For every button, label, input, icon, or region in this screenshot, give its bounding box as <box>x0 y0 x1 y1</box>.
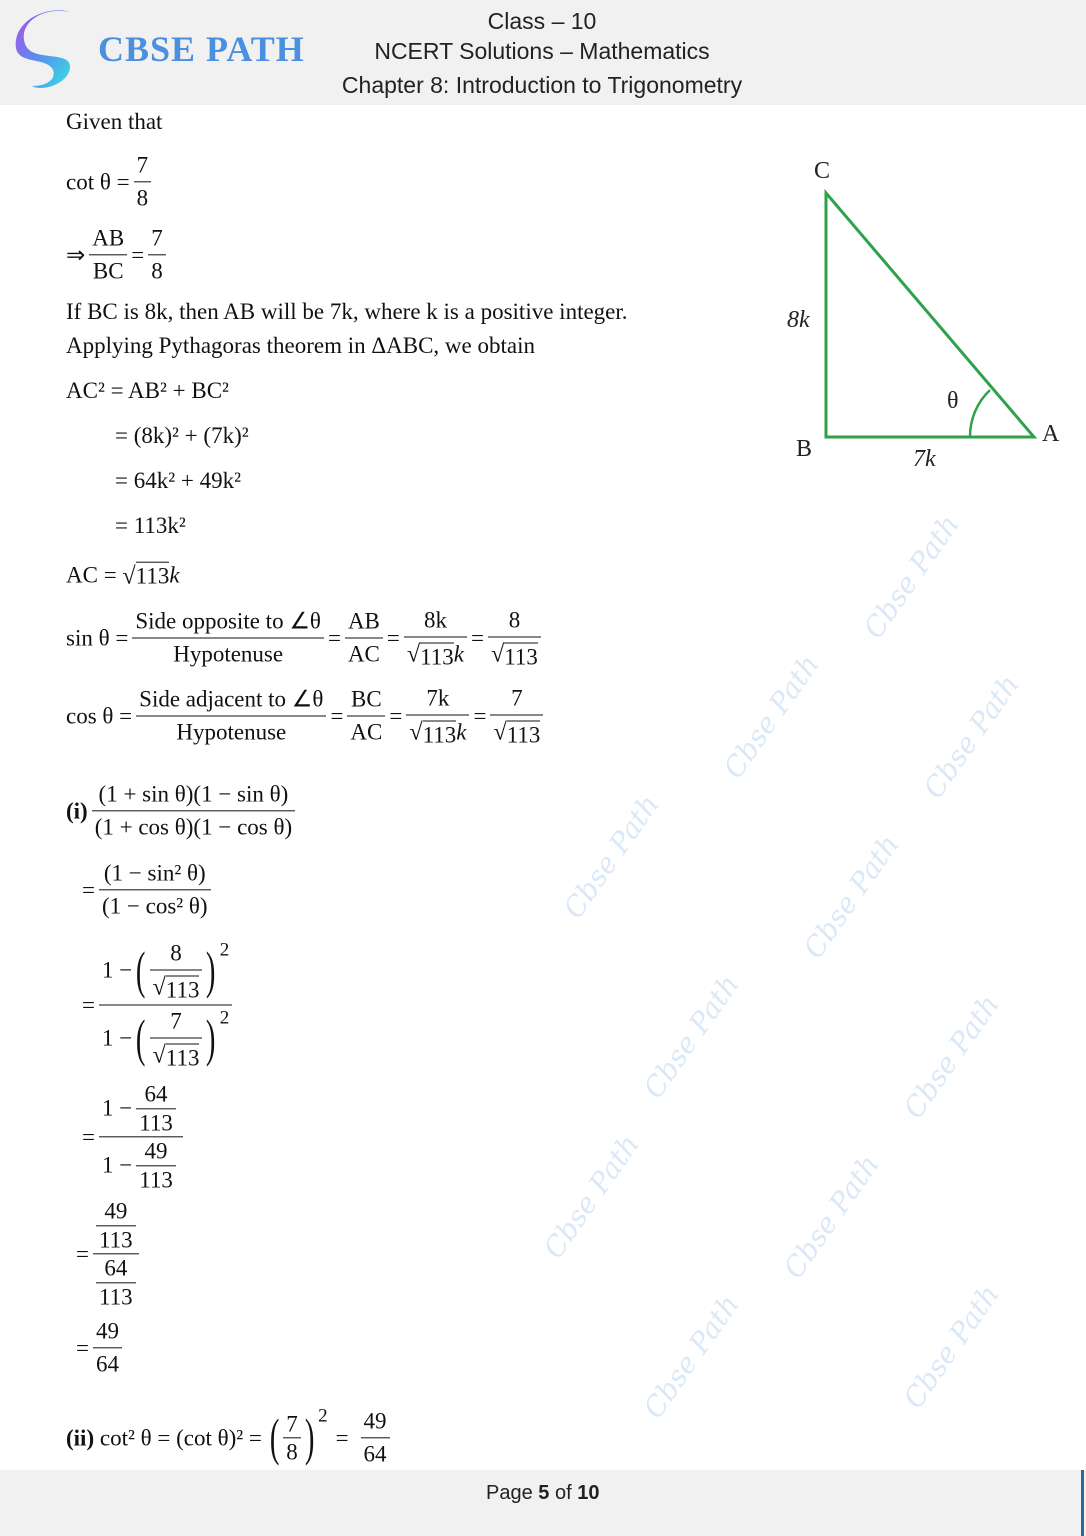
part-i-step-4 <box>76 1197 143 1310</box>
sqrt: √ 113 <box>122 562 170 590</box>
fraction <box>345 605 383 670</box>
ac-lhs: AC = <box>66 563 117 588</box>
denominator: Hypotenuse <box>136 716 326 749</box>
denominator: 64 <box>361 1438 390 1471</box>
numerator: 49 <box>144 1138 168 1164</box>
fraction <box>347 683 385 748</box>
cot-lhs: cot θ = <box>66 169 130 194</box>
numerator <box>93 1197 139 1253</box>
fraction <box>406 683 469 750</box>
part-ii-label: (ii) <box>66 1425 95 1450</box>
fraction <box>488 605 541 672</box>
para-bc-8k: If BC is 8k, then AB will be 7k, where k is a positive integer. <box>66 299 628 324</box>
cos-lhs: cos θ = <box>66 703 133 728</box>
denominator: Hypotenuse <box>132 638 324 671</box>
exponent: 2 <box>219 939 230 961</box>
footer-accent-bar <box>1081 1470 1084 1536</box>
equals: = <box>76 1335 89 1360</box>
denominator: AC <box>347 716 385 749</box>
exponent: 2 <box>219 1007 230 1029</box>
numerator: 64 <box>144 1081 168 1107</box>
eq-step-3: = 113k² <box>115 513 186 538</box>
k-var: k <box>453 641 464 667</box>
part-i-label: (i) <box>66 798 88 823</box>
equals: = <box>389 703 403 728</box>
eq-ab-bc <box>66 222 170 287</box>
radicand: 113 <box>420 644 454 670</box>
numerator: 49 <box>104 1198 128 1224</box>
subject-title: NCERT Solutions – Mathematics <box>374 38 710 64</box>
numerator: Side adjacent to ∠θ <box>139 686 324 712</box>
eq-cos <box>66 683 547 750</box>
denominator: 64 <box>93 1348 122 1381</box>
denominator: 113 <box>136 1165 176 1194</box>
para-pythagoras: Applying Pythagoras theorem in ΔABC, we obtain <box>66 333 535 358</box>
fraction <box>99 938 232 1073</box>
chapter-title: Chapter 8: Introduction to Trigonometry <box>341 72 743 98</box>
watermark: Cbse Path <box>536 1128 646 1265</box>
watermark: Cbse Path <box>716 648 826 785</box>
numerator: 8k <box>423 607 447 633</box>
radicand: 113 <box>504 644 538 670</box>
fraction <box>490 683 543 750</box>
current-page: 5 <box>538 1482 550 1504</box>
part-i-expression <box>66 778 299 843</box>
numerator: 7 <box>511 685 523 711</box>
sin-lhs: sin θ = <box>66 625 129 650</box>
equals: = <box>386 625 400 650</box>
vertex-b-label: B <box>796 436 813 462</box>
numerator: 7 <box>286 1410 298 1436</box>
denominator: √ 113 <box>490 715 543 750</box>
part-i-step-2 <box>82 938 236 1073</box>
denominator: (1 + cos θ)(1 − cos θ) <box>92 811 295 844</box>
fraction <box>99 857 211 922</box>
equals: = <box>82 877 95 902</box>
fraction <box>93 1197 139 1310</box>
part-ii-expression: (ii) cot² θ = (cot θ)² = ( $\frac{7}{8}$ ) $^2$ = $\frac{49}{64}$ <box>66 1405 394 1470</box>
implies-symbol: ⇒ <box>66 242 86 267</box>
equals: = <box>131 242 145 267</box>
numerator: (1 − sin² θ) <box>103 860 206 886</box>
page-header <box>0 0 1086 105</box>
denominator: √ 113 k <box>404 637 467 672</box>
k-var: k <box>456 719 467 745</box>
eq-ac <box>66 562 180 591</box>
radicand: 113 <box>165 1045 200 1071</box>
part-i-step-1 <box>82 857 215 922</box>
k-var: k <box>169 563 180 588</box>
side-bc-label: 8k <box>787 307 810 333</box>
numerator: 64 <box>104 1255 128 1281</box>
denominator: 113 <box>96 1282 136 1311</box>
vertex-c-label: C <box>814 158 831 184</box>
watermark: Cbse Path <box>636 1288 746 1425</box>
numerator: 7k <box>426 685 450 711</box>
equals: = <box>82 992 95 1017</box>
denominator: (1 − cos² θ) <box>99 890 211 923</box>
denominator: 113 <box>136 1108 176 1137</box>
equals: = <box>335 1425 349 1450</box>
watermark: Cbse Path <box>776 1148 886 1285</box>
fraction <box>136 683 326 748</box>
cbse-path-logo-icon <box>12 6 88 96</box>
fraction <box>132 605 324 670</box>
numerator: 49 <box>95 1318 119 1344</box>
denominator: 113 <box>96 1225 136 1254</box>
fraction <box>99 1080 183 1193</box>
eq-sin <box>66 605 545 672</box>
denominator: 1 − ( 7 √ 113 ) $^2$ <box>99 1005 232 1073</box>
numerator: 7 <box>151 225 163 251</box>
watermark: Cbse Path <box>896 988 1006 1125</box>
eq-cot <box>66 149 155 214</box>
one-minus: 1 − <box>101 1152 133 1178</box>
exponent: 2 <box>318 1405 328 1427</box>
numerator: Side opposite to ∠θ <box>135 608 321 634</box>
total-pages: 10 <box>577 1482 600 1504</box>
logo-text: CBSE PATH <box>98 29 305 69</box>
fraction <box>92 778 295 843</box>
equals: = <box>473 703 487 728</box>
page-footer <box>0 1470 1086 1536</box>
given-text: Given that <box>66 109 163 134</box>
numerator: 8 <box>508 607 521 633</box>
part-ii-lhs: cot² θ = (cot θ)² = <box>99 1425 262 1450</box>
side-ab-label: 7k <box>913 446 936 472</box>
denominator <box>93 1254 139 1311</box>
part-i-result <box>76 1315 126 1380</box>
one-minus: 1 − <box>101 1095 133 1121</box>
equals: = <box>327 625 341 650</box>
denominator: √ 113 <box>150 1038 203 1073</box>
numerator <box>99 1080 183 1136</box>
denominator: √ 113 <box>150 970 203 1005</box>
radicand: 113 <box>422 722 457 748</box>
denominator: 8 <box>134 182 152 215</box>
equals: = <box>76 1241 89 1266</box>
vertex-a-label: A <box>1042 421 1060 447</box>
radicand: 113 <box>165 977 200 1003</box>
numerator: AB <box>92 225 125 251</box>
one-minus: 1 − <box>101 1025 133 1051</box>
eq-step-1: = (8k)² + (7k)² <box>115 423 249 448</box>
equals: = <box>82 1124 95 1149</box>
denominator: 8 <box>148 255 166 288</box>
page-prefix: Page <box>486 1482 533 1504</box>
watermark: Cbse Path <box>856 508 966 645</box>
watermark: Cbse Path <box>896 1278 1006 1415</box>
class-title: Class – 10 <box>487 8 597 34</box>
fraction <box>361 1405 390 1470</box>
page-number <box>486 1482 599 1505</box>
denominator <box>99 1137 183 1194</box>
denominator: √ 113 <box>488 637 541 672</box>
fraction <box>89 222 127 287</box>
watermark: Cbse Path <box>916 668 1026 805</box>
numerator: 1 − ( 8 √ 113 ) $^2$ <box>101 939 230 1003</box>
numerator: BC <box>351 686 382 712</box>
fraction <box>148 222 166 287</box>
watermark: Cbse Path <box>796 828 906 965</box>
denominator: BC <box>89 255 127 288</box>
eq-step-2: = 64k² + 49k² <box>115 468 241 493</box>
one-minus: 1 − <box>101 957 133 983</box>
angle-theta-label: θ <box>947 388 959 414</box>
fraction <box>134 149 152 214</box>
numerator: AB <box>347 608 380 634</box>
denominator: √ 113 k <box>406 715 469 750</box>
numerator: 7 <box>170 1008 182 1034</box>
equals: = <box>471 625 484 650</box>
watermark: Cbse Path <box>556 788 666 925</box>
radicand: 113 <box>506 722 541 748</box>
denominator: AC <box>345 638 383 671</box>
page-of: of <box>554 1482 572 1504</box>
fraction <box>93 1315 122 1380</box>
eq-ac-squared: AC² = AB² + BC² <box>66 378 229 403</box>
numerator: 7 <box>136 152 149 178</box>
part-i-step-3 <box>82 1080 187 1193</box>
equals: = <box>330 703 344 728</box>
numerator: 49 <box>363 1408 387 1434</box>
numerator: 8 <box>170 940 182 966</box>
numerator: (1 + sin θ)(1 − sin θ) <box>98 781 289 807</box>
radicand: 113 <box>135 563 170 589</box>
fraction <box>404 605 467 672</box>
watermark: Cbse Path <box>636 968 746 1105</box>
denominator: 8 <box>283 1438 301 1467</box>
